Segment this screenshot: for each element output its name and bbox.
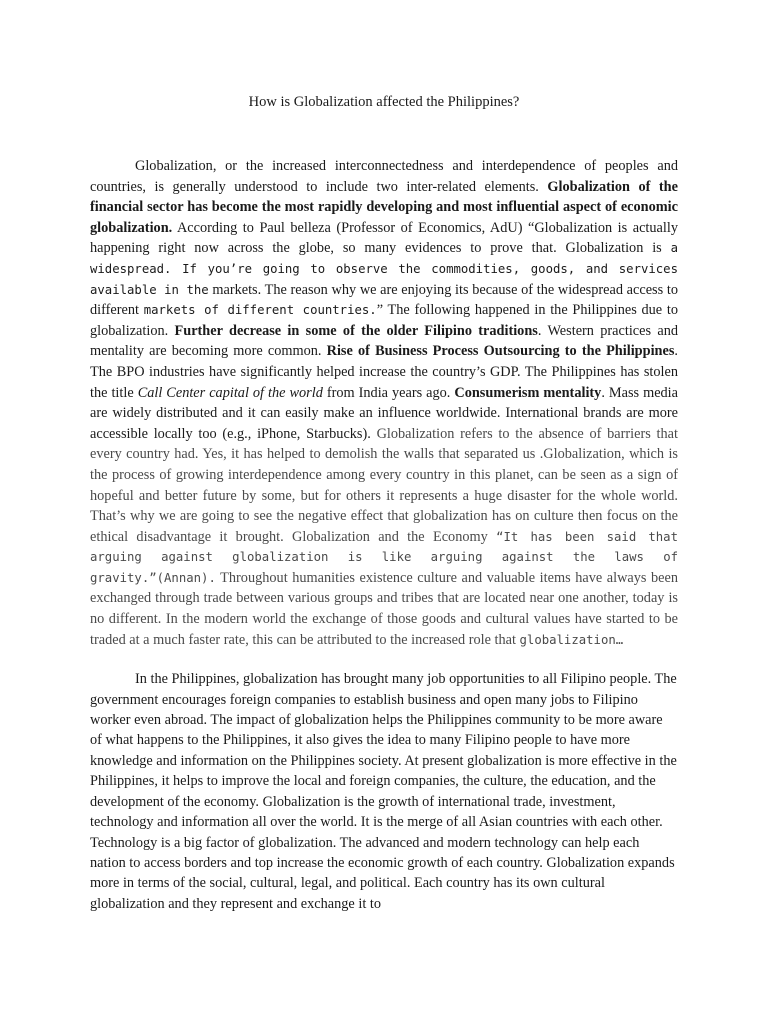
p1-text: . Mass media are widely distributed and it can easily make an influence worldwide. International brands are more accessible locally too (e.g., iPhone, Starbucks). bbox=[90, 384, 679, 442]
p1-text: markets. The reason why we are enjoying its because of the widespread access to different bbox=[90, 281, 678, 319]
p1-text: from India years ago. bbox=[322, 384, 455, 401]
p1-grey-text: Globalization refers to the absence of barriers that every country had. Yes, it has helped to demolish the walls that separated us .Globalization, which is the process of growing interdependence among every country in this planet, can be seen as a sign of hopeful and better future by some, but for others it represents a huge disaster for the whole world. That’s why we are going to see the negative effect that globalization has on culture then focus on the ethical disadvantage it brought. Globalization and the Economy bbox=[90, 425, 678, 545]
p1-italic-call-center: Call Center capital of the world bbox=[137, 384, 323, 401]
p1-text: . The BPO industries have significantly helped increase the country’s GDP. The Philippines has stolen the title bbox=[90, 343, 678, 401]
p1-text: Globalization, or the increased interconnectedness and interdependence of peoples and countries, is generally understood to include two inter-related elements. bbox=[90, 158, 678, 195]
p1-bold-consumerism: Consumerism mentality bbox=[454, 384, 602, 401]
p1-ellipsis-text: globalization… bbox=[519, 632, 624, 647]
p1-grey-text: Throughout humanities existence culture and valuable items have always been exchanged through trade between various groups and tribes that are located near one another, today is no different. In the modern world the exchange of those goods and cultural values have started to be traded at a much faster rate, this can be attributed to the increased role that bbox=[90, 569, 678, 648]
p1-annan-quote: “It has been said that arguing against globalization is like arguing against the laws of gravity.”(Annan). bbox=[90, 529, 678, 585]
paragraph-1 bbox=[90, 156, 678, 650]
p1-text: According to Paul belleza (Professor of Economics, AdU) “Globalization is actually happening right now across the globe, so many evidences to prove that. Globalization is bbox=[90, 219, 678, 257]
document-title: How is Globalization affected the Philippines? bbox=[248, 94, 520, 110]
p1-quote-text: a widespread. If you’re going to observe the commodities, goods, and services available in the bbox=[90, 241, 678, 297]
p1-bold-traditions: Further decrease in some of the older Filipino traditions bbox=[174, 322, 538, 339]
p1-quote-text: markets of different countries. bbox=[143, 303, 377, 318]
p1-bold-financial-sector: Globalization of the financial sector has become the most rapidly developing and most influential aspect of economic globalization. bbox=[90, 178, 678, 236]
paragraph-2: In the Philippines, globalization has brought many job opportunities to all Filipino people. The government encourages foreign companies to establish business and open many jobs to Filipino worker even abroad. The impact of globalization helps the Philippines community to be more aware of what happens to the Philippines, it also gives the idea to many Filipino people to have more knowledge and information on the Philippines society. At present globalization is more effective in the Philippines, it helps to improve the local and foreign companies, the culture, the education, and the development of the economy. Globalization is the growth of international trade, investment, technology and information all over the world. It is the merge of all Asian countries with each other. Technology is a big factor of globalization. The advanced and modern technology can help each nation to access borders and top increase the economic growth of each country. Globalization expands more in terms of the social, cultural, legal, and political. Each country has its own cultural globalization and they represent and exchange it to bbox=[90, 671, 677, 912]
p1-text: . Western practices and mentality are becoming more common. bbox=[90, 322, 678, 360]
p1-text: ” The following happened in the Philippines due to globalization. bbox=[90, 302, 678, 339]
p1-bold-bpo: Rise of Business Process Outsourcing to the Philippines bbox=[326, 343, 675, 360]
